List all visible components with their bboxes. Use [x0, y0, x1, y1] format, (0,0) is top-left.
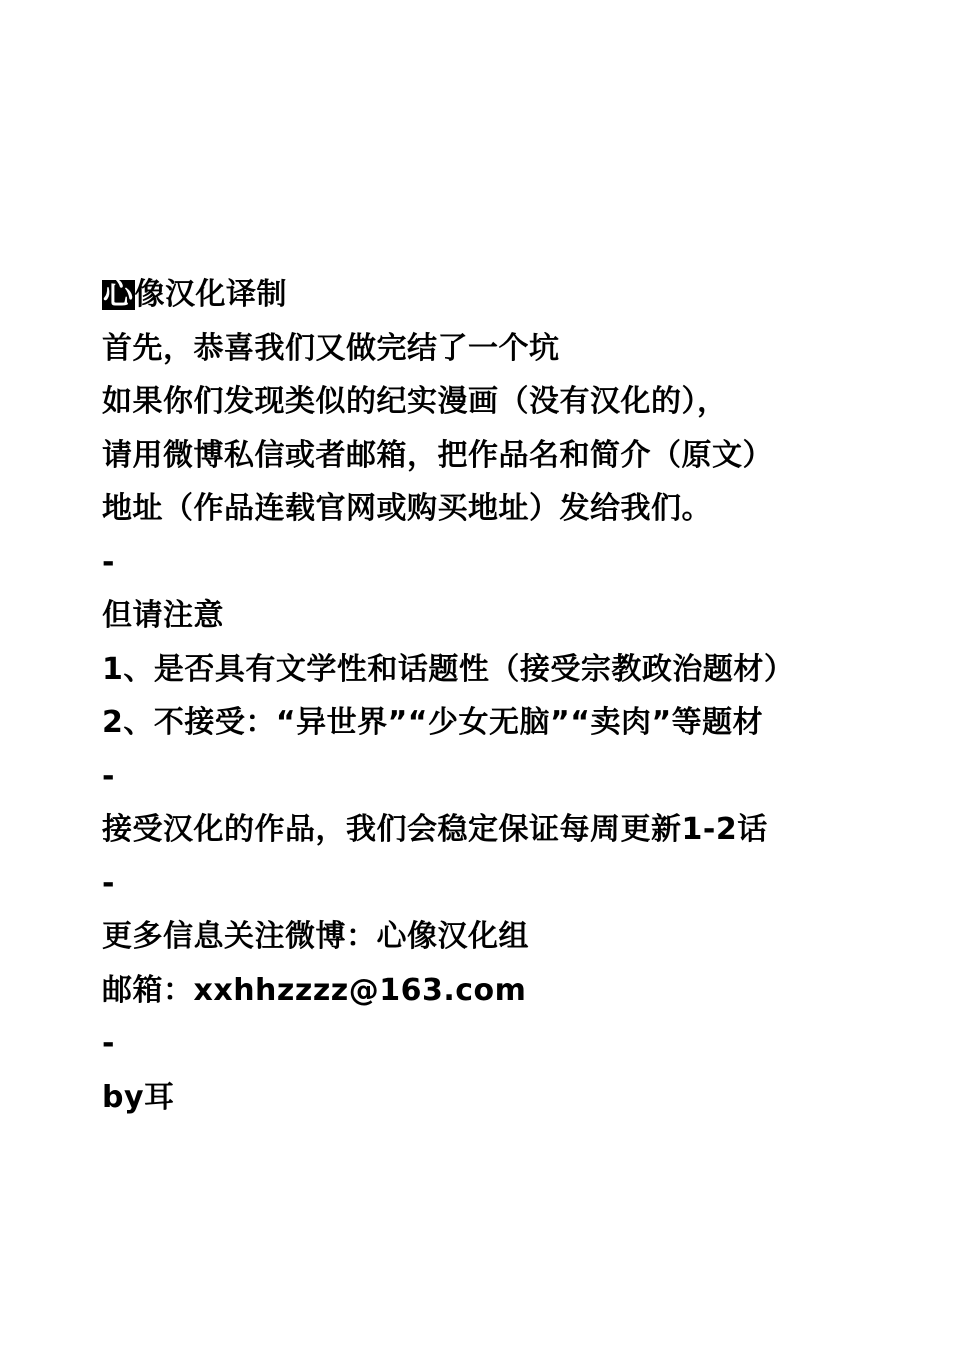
title-rest: 像汉化译制 [134, 277, 287, 312]
weibo-info-line: 更多信息关注微博：心像汉化组 [102, 919, 529, 954]
request-line-2: 请用微博私信或者邮箱，把作品名和简介（原文） [102, 437, 773, 473]
notice-item-1: 1、是否具有文学性和话题性（接受宗教政治题材） [102, 651, 795, 687]
group-title [102, 268, 942, 322]
request-line-1: 如果你们发现类似的纪实漫画（没有汉化的）， [102, 384, 728, 419]
signature-line: by耳 [102, 1079, 175, 1115]
title-highlight-char: 心 [103, 277, 134, 312]
notice-text-block [102, 268, 942, 1124]
separator-1: - [102, 544, 115, 580]
separator-4: - [102, 1026, 115, 1061]
notice-item-2: 2、不接受：“异世界”“少女无脑”“卖肉”等题材 [102, 705, 764, 740]
update-schedule-line: 接受汉化的作品，我们会稳定保证每周更新1-2话 [102, 812, 768, 847]
intro-line: 首先，恭喜我们又做完结了一个坑 [102, 330, 560, 366]
separator-2: - [102, 758, 115, 794]
separator-3: - [102, 865, 115, 901]
request-line-3: 地址（作品连载官网或购买地址）发给我们。 [102, 491, 712, 526]
notice-heading: 但请注意 [102, 598, 224, 633]
email-line: 邮箱：xxhhzzzz@163.com [102, 972, 527, 1008]
